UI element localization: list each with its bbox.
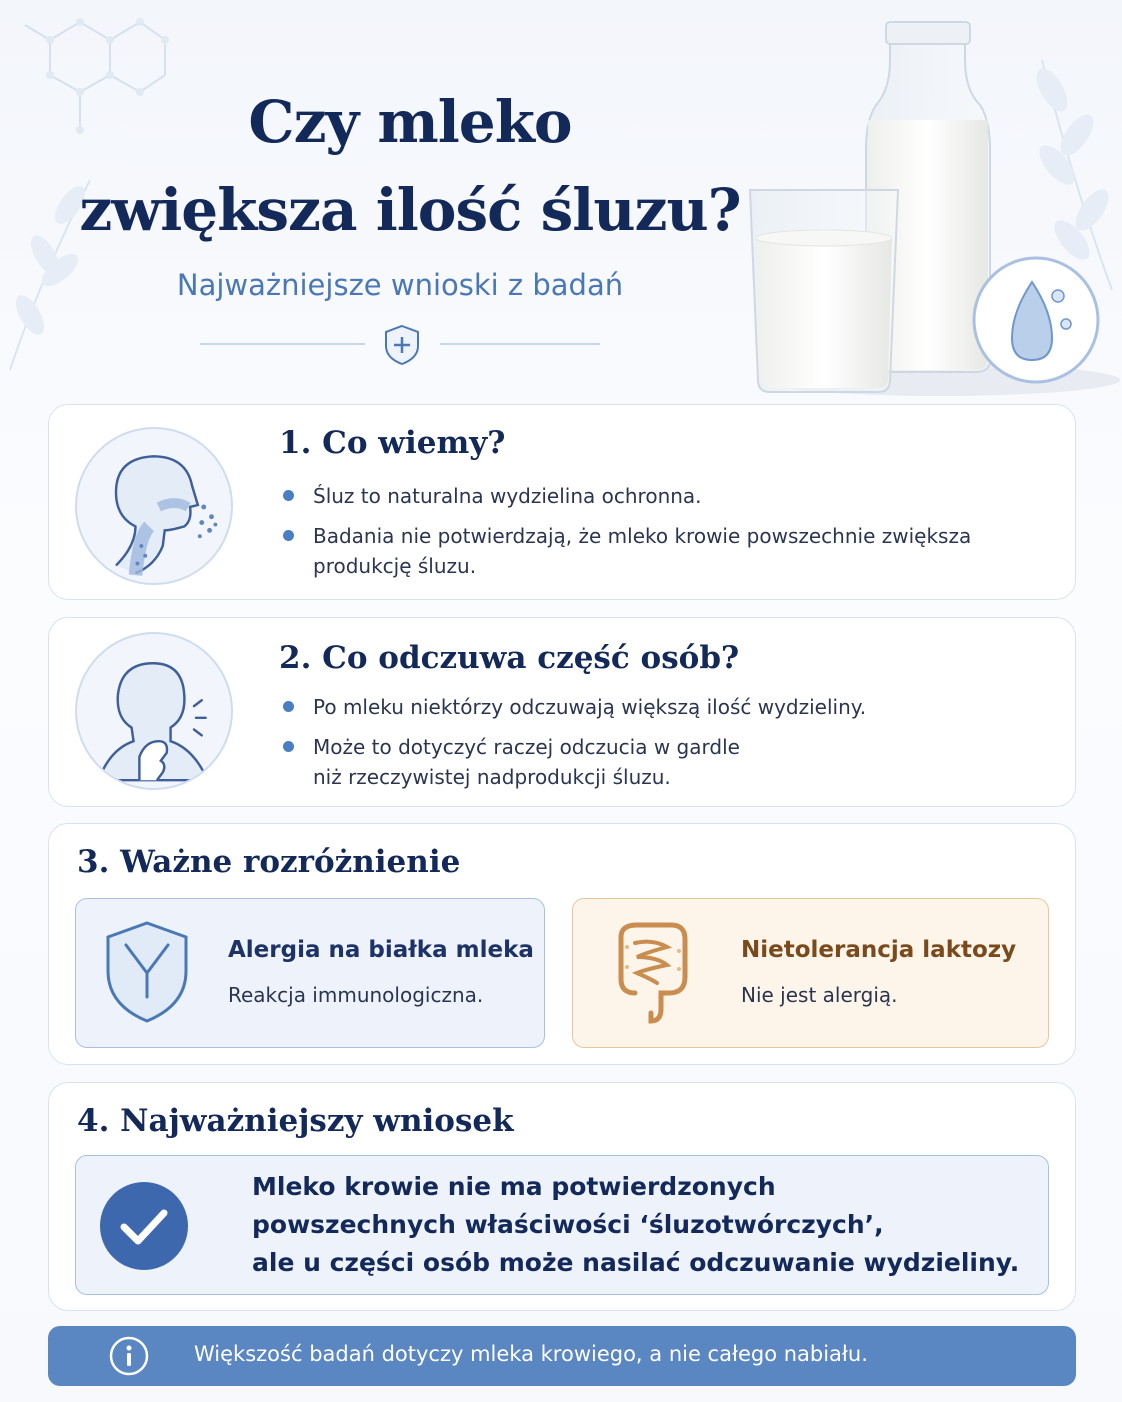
section-important-distinction (48, 823, 1076, 1065)
bullet-item: Może to dotyczyć raczej odczucia w gardle niż rzeczywistej nadprodukcji śluzu. (281, 732, 761, 792)
shield-plus-icon (386, 326, 418, 364)
conclusion-line: ale u części osób może nasilać odczuwanie wydzieliny. (252, 1248, 1020, 1277)
title-divider (200, 322, 600, 366)
section-3-title: 3. Ważne rozróżnienie (77, 844, 461, 880)
section-1-bullets (281, 481, 981, 591)
conclusion-text (252, 1168, 1042, 1282)
allergy-box (75, 898, 545, 1048)
intolerance-box (572, 898, 1049, 1048)
section-4-title: 4. Najważniejszy wniosek (77, 1103, 514, 1139)
head-breathing-icon (75, 427, 233, 585)
section-main-conclusion (48, 1082, 1076, 1311)
conclusion-line: Mleko krowie nie ma potwierdzonych (252, 1172, 776, 1201)
intolerance-title: Nietolerancja laktozy (741, 937, 1017, 963)
section-2-title: 2. Co odczuwa część osób? (279, 640, 740, 676)
conclusion-box (75, 1155, 1049, 1295)
allergy-title: Alergia na białka mleka (228, 937, 534, 963)
bullet-item: Śluz to naturalna wydzielina ochronna. (281, 481, 981, 511)
conclusion-line: powszechnych właściwości ‘śluzotwórczych’, (252, 1210, 884, 1239)
shield-antibody-icon (102, 917, 192, 1027)
allergy-text: Reakcja immunologiczna. (228, 983, 484, 1007)
milk-bottle-and-glass-image (740, 20, 1120, 410)
intolerance-text: Nie jest alergią. (741, 983, 898, 1007)
section-what-we-know (48, 404, 1076, 600)
section-what-people-feel (48, 617, 1076, 807)
footer-note (48, 1326, 1076, 1386)
page-subtitle: Najważniejsze wnioski z badań (176, 268, 624, 302)
info-icon (108, 1335, 150, 1377)
page-title (60, 78, 760, 254)
section-1-title: 1. Co wiemy? (279, 425, 506, 461)
title-line-1: Czy mleko (248, 88, 572, 156)
person-throat-icon (75, 632, 233, 790)
intestine-icon (607, 917, 697, 1027)
bullet-item: Badania nie potwierdzają, że mleko krowie powszechnie zwiększa produkcję śluzu. (281, 521, 981, 581)
bullet-item: Po mleku niektórzy odczuwają większą ilość wydzieliny. (281, 692, 981, 722)
check-icon (100, 1182, 188, 1270)
section-2-bullets (281, 692, 981, 802)
title-line-2: zwiększa ilość śluzu? (79, 176, 741, 244)
footer-text: Większość badań dotyczy mleka krowiego, a nie całego nabiału. (194, 1342, 868, 1366)
